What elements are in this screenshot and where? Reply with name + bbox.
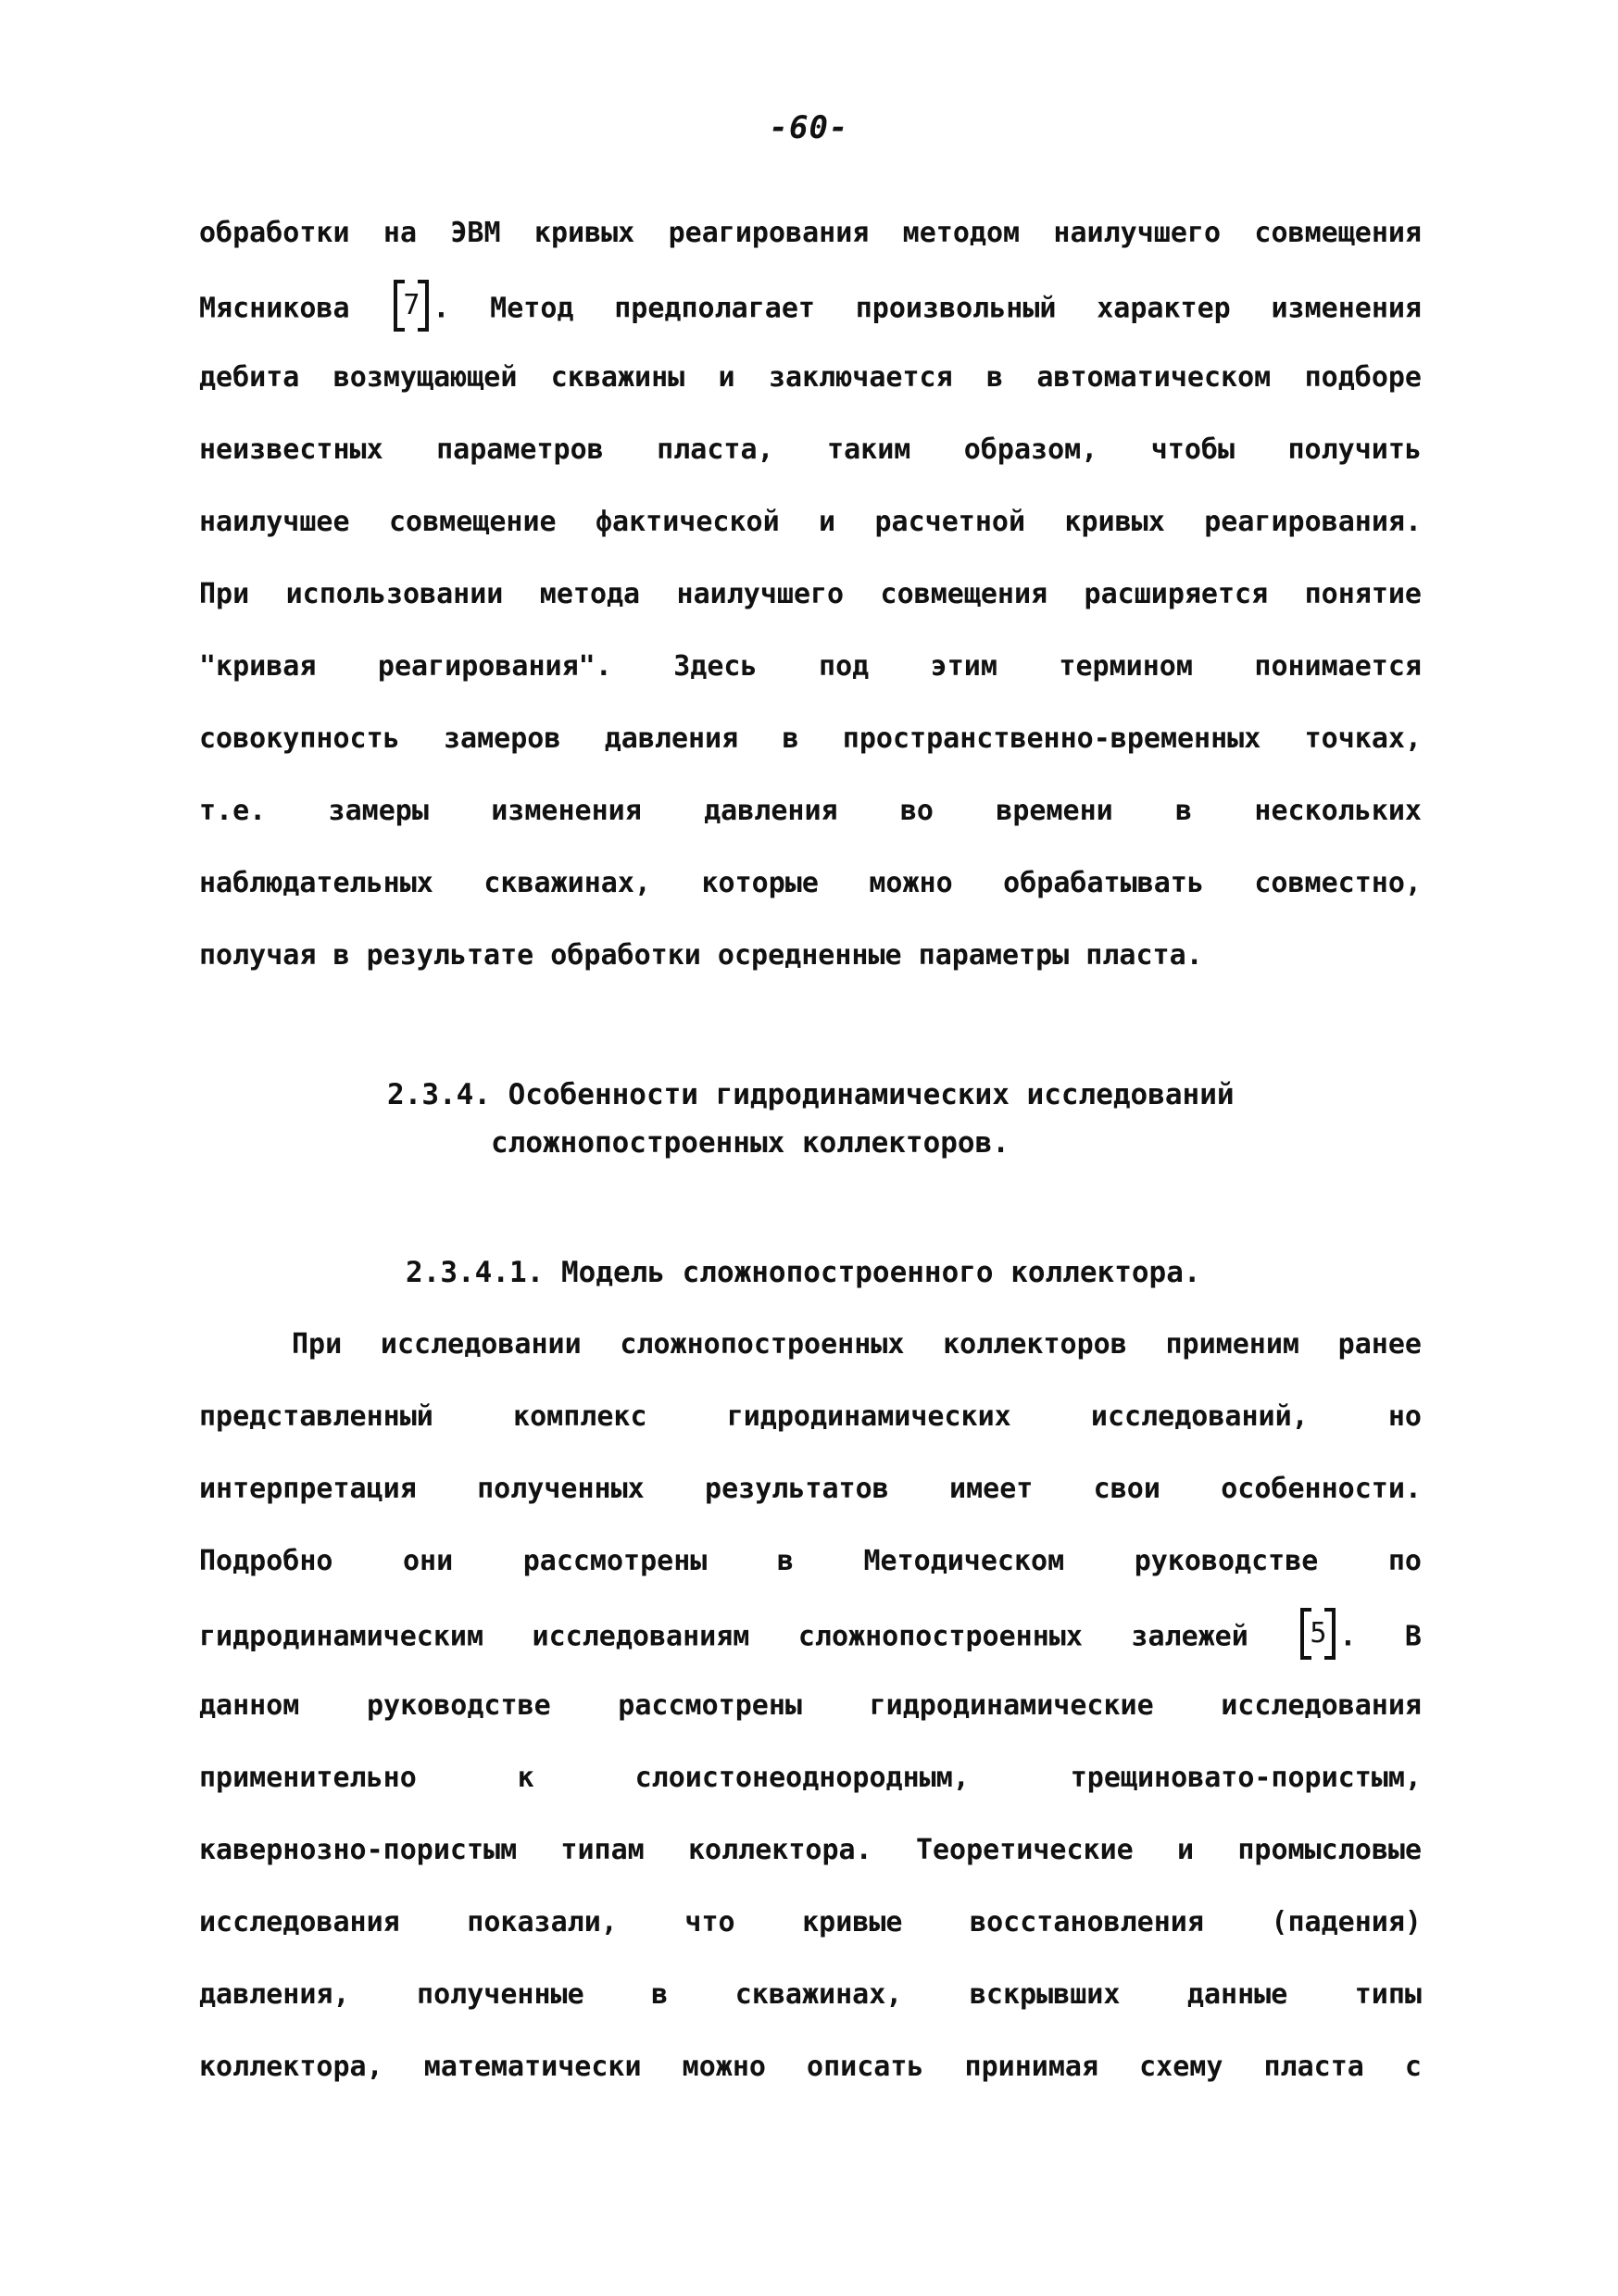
text-line: получая в результате обработки осредненные параметры пласта. bbox=[199, 939, 1203, 972]
text-fragment: . В bbox=[1339, 1620, 1422, 1653]
text-line: совокупность замеров давления в пространственно-временных точках, bbox=[199, 722, 1422, 755]
text-line: "кривая реагирования". Здесь под этим термином понимается bbox=[199, 650, 1422, 683]
text-line: неизвестных параметров пласта, таким образом, чтобы получить bbox=[199, 433, 1422, 466]
text-line: давления, полученные в скважинах, вскрывших данные типы bbox=[199, 1978, 1422, 2011]
text-line: т.е. замеры изменения давления во времени в нескольких bbox=[199, 795, 1422, 827]
text-fragment: гидродинамическим исследованиям сложнопостроенных залежей bbox=[199, 1620, 1248, 1653]
text-line: При использовании метода наилучшего совмещения расширяется понятие bbox=[199, 578, 1422, 610]
text-line bbox=[199, 1615, 1422, 1652]
text-line: интерпретация полученных результатов имеет свои особенности. bbox=[199, 1473, 1422, 1505]
page-number: -60- bbox=[769, 109, 849, 146]
text-line: наилучшее совмещение фактической и расчетной кривых реагирования. bbox=[199, 506, 1422, 538]
text-line: дебита возмущающей скважины и заключается в автоматическом подборе bbox=[199, 361, 1422, 394]
text-line: представленный комплекс гидродинамических исследований, но bbox=[199, 1400, 1422, 1433]
text-line: кавернозно-пористым типам коллектора. Теоретические и промысловые bbox=[199, 1834, 1422, 1866]
text-line: При исследовании сложнопостроенных коллекторов применим ранее bbox=[292, 1328, 1422, 1361]
text-line: наблюдательных скважинах, которые можно обрабатывать совместно, bbox=[199, 867, 1422, 899]
subsection-heading: 2.3.4.1. Модель сложнопостроенного коллектора. bbox=[406, 1256, 1201, 1289]
reference-bracket: 5 bbox=[1300, 1608, 1336, 1660]
text-line: данном руководстве рассмотрены гидродинамические исследования bbox=[199, 1689, 1422, 1722]
section-heading-continuation: сложнопостроенных коллекторов. bbox=[491, 1126, 1010, 1160]
text-line: обработки на ЭВМ кривых реагирования методом наилучшего совмещения bbox=[199, 217, 1422, 249]
text-line bbox=[199, 287, 1422, 324]
text-line: применительно к слоистонеоднородным, трещиновато-пористым, bbox=[199, 1762, 1422, 1794]
text-line: Подробно они рассмотрены в Методическом руководстве по bbox=[199, 1545, 1422, 1577]
text-line: исследования показали, что кривые восстановления (падения) bbox=[199, 1906, 1422, 1938]
reference-bracket: 7 bbox=[394, 280, 429, 332]
text-line: коллектора, математически можно описать принимая схему пласта с bbox=[199, 2051, 1422, 2083]
section-heading: 2.3.4. Особенности гидродинамических исследований bbox=[387, 1078, 1235, 1111]
text-fragment: Мясникова bbox=[199, 292, 350, 325]
text-fragment: . Метод предполагает произвольный характер изменения bbox=[433, 292, 1422, 325]
